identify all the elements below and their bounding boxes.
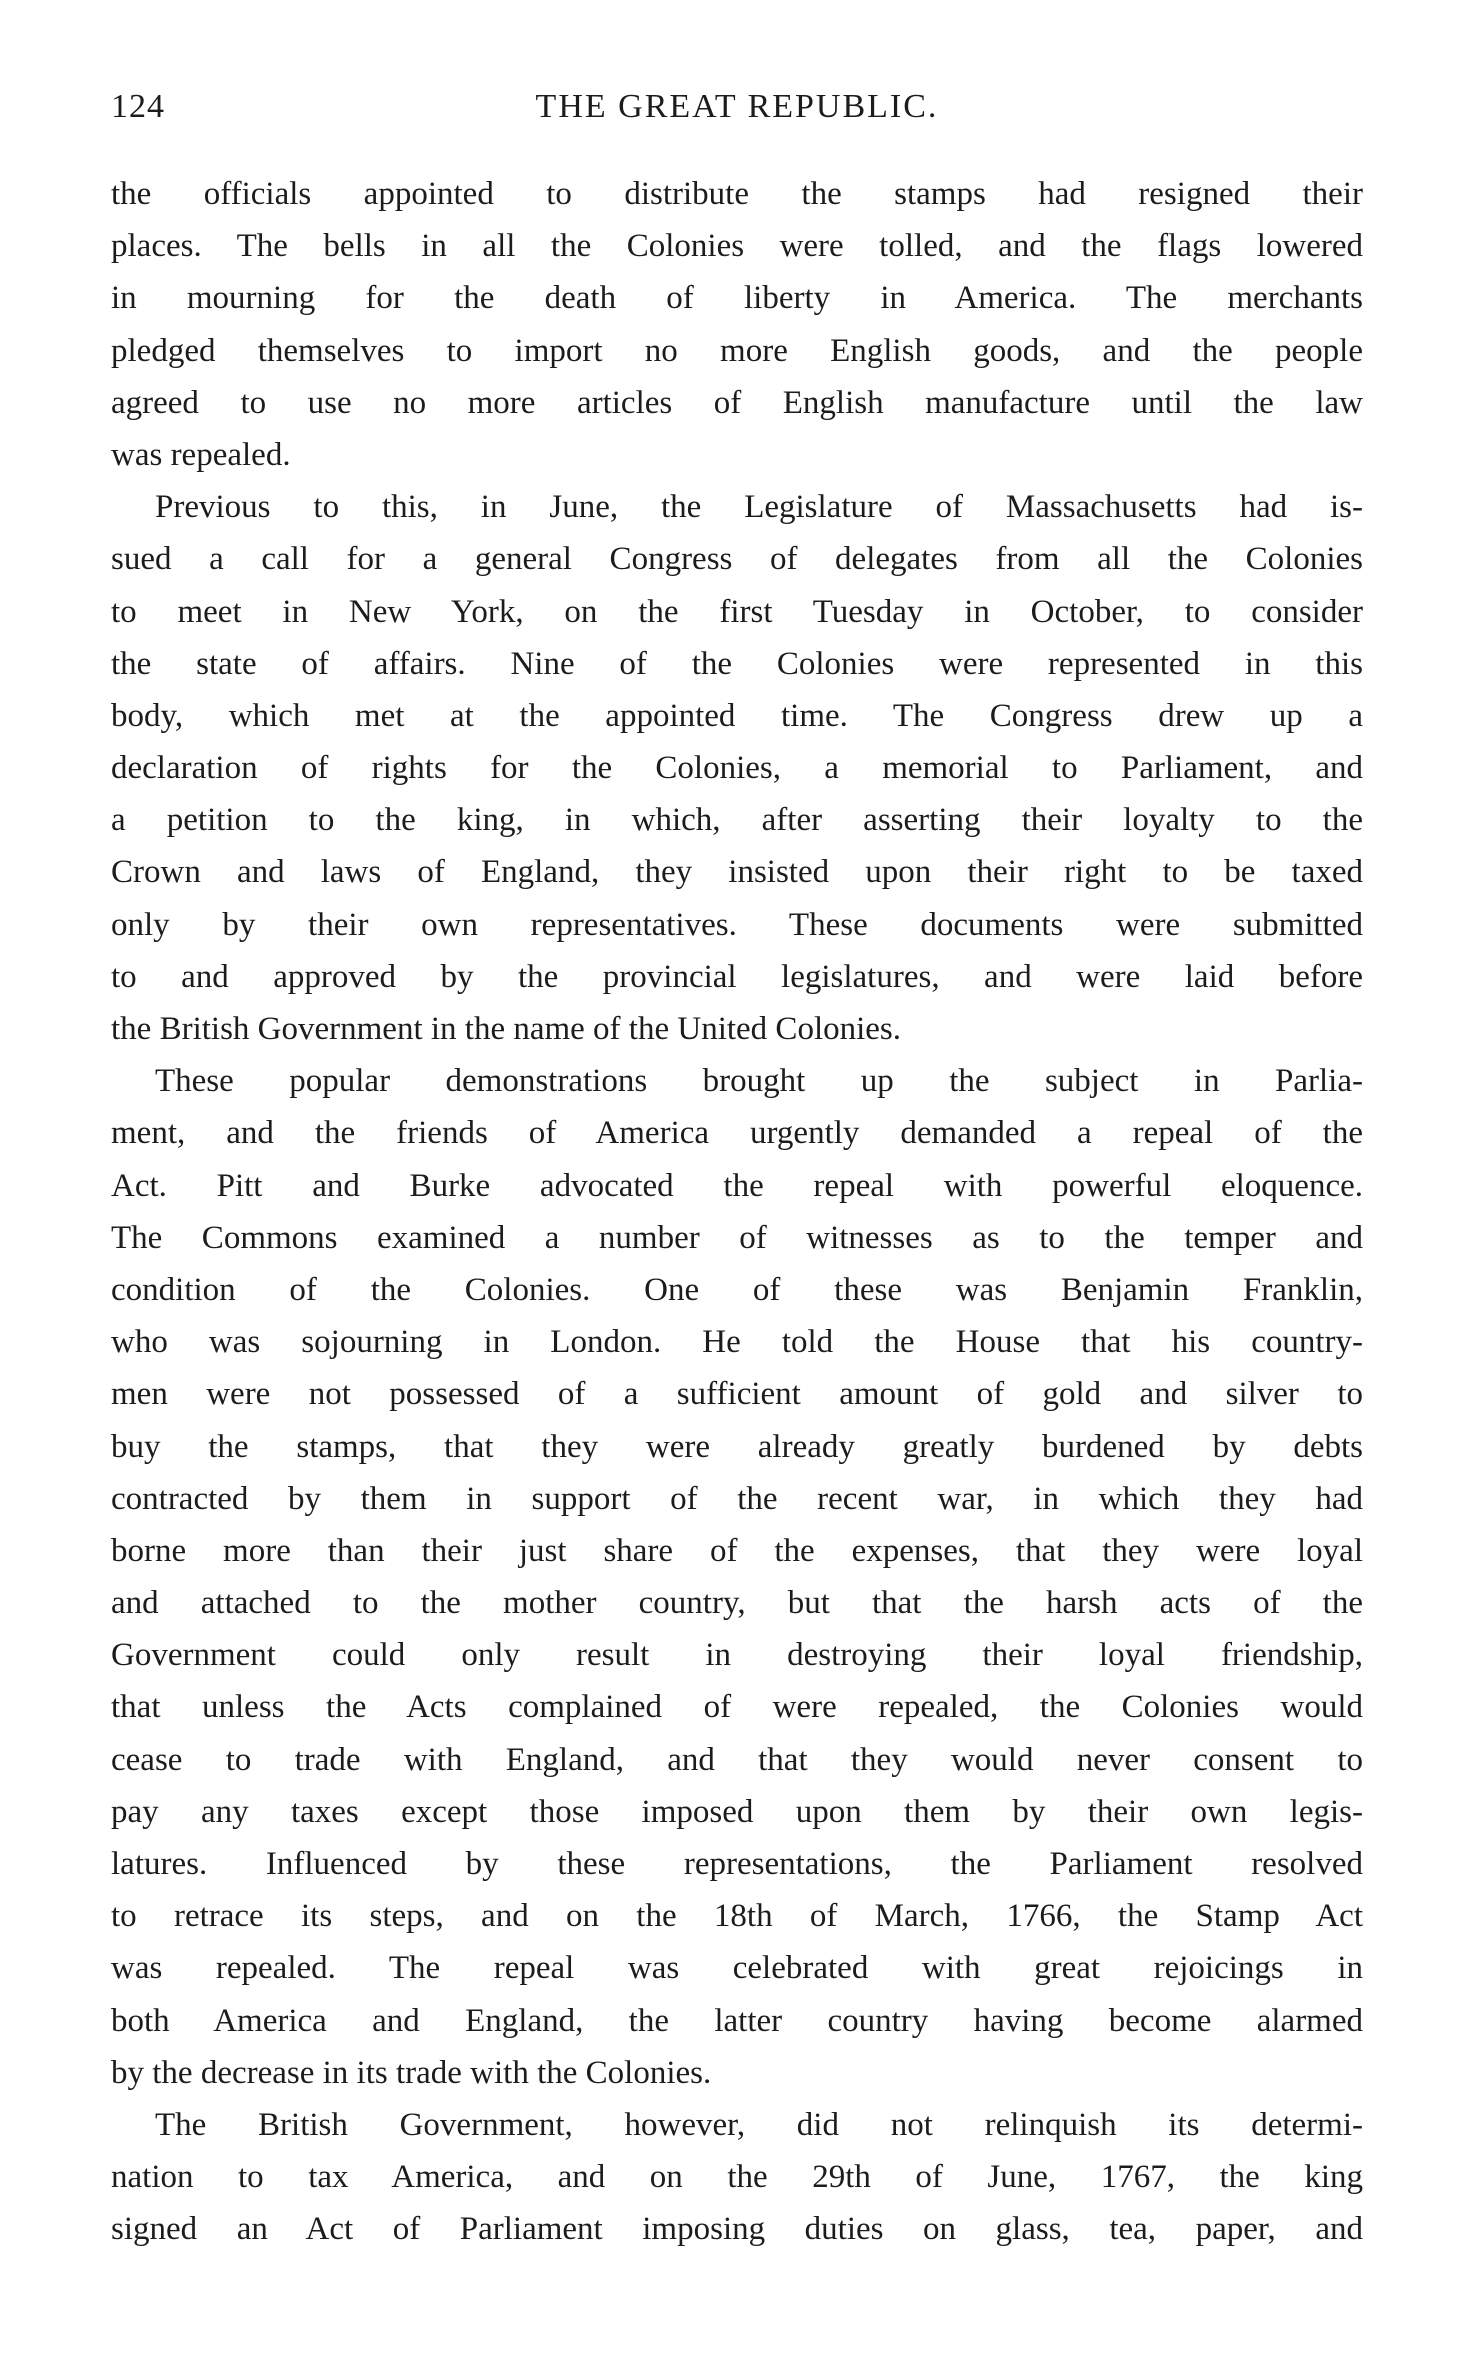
text-line: to and approved by the provincial legislatures, and were laid before [111, 958, 1363, 995]
text-line: agreed to use no more articles of English manufacture until the law [111, 384, 1363, 421]
text-line: Government could only result in destroying their loyal friendship, [111, 1637, 1363, 1674]
text-line: the British Government in the name of the United Colonies. [111, 1011, 902, 1047]
text-line: Act. Pitt and Burke advocated the repeal with powerful eloquence. [111, 1167, 1363, 1204]
text-line: to meet in New York, on the first Tuesday in October, to consider [111, 593, 1363, 630]
text-line: who was sojourning in London. He told the House that his country- [111, 1324, 1363, 1361]
body-text [111, 168, 1363, 2256]
text-line: contracted by them in support of the recent war, in which they had [111, 1480, 1363, 1517]
text-line: both America and England, the latter country having become alarmed [111, 2002, 1363, 2039]
text-line: a petition to the king, in which, after asserting their loyalty to the [111, 802, 1363, 839]
text-line: that unless the Acts complained of were repealed, the Colonies would [111, 1689, 1363, 1726]
text-line: was repealed. [111, 436, 291, 473]
text-line: was repealed. The repeal was celebrated with great rejoicings in [111, 1950, 1363, 1987]
text-line: by the decrease in its trade with the Colonies. [111, 2054, 712, 2091]
text-line: sued a call for a general Congress of delegates from all the Colonies [111, 541, 1363, 578]
text-line: and attached to the mother country, but that the harsh acts of the [111, 1585, 1363, 1622]
text-line: ment, and the friends of America urgently demanded a repeal of the [111, 1115, 1363, 1152]
text-line: latures. Influenced by these representations, the Parliament resolved [111, 1846, 1363, 1882]
text-line: Previous to this, in June, the Legislature of Massachusetts had is- [155, 489, 1363, 526]
text-line: pledged themselves to import no more English goods, and the people [111, 332, 1363, 369]
text-line: pay any taxes except those imposed upon them by their own legis- [111, 1793, 1363, 1830]
running-head [111, 88, 1363, 138]
text-line: borne more than their just share of the expenses, that they were loyal [111, 1532, 1363, 1569]
text-line: the officials appointed to distribute the stamps had resigned their [111, 176, 1363, 212]
text-line: condition of the Colonies. One of these was Benjamin Franklin, [111, 1271, 1363, 1308]
text-line: declaration of rights for the Colonies, a memorial to Parliament, and [111, 750, 1363, 787]
text-line: the state of affairs. Nine of the Colonies were represented in this [111, 645, 1363, 682]
text-line: men were not possessed of a sufficient amount of gold and silver to [111, 1376, 1363, 1413]
text-line: These popular demonstrations brought up the subject in Parlia- [155, 1063, 1363, 1100]
text-line: places. The bells in all the Colonies were tolled, and the flags lowered [111, 228, 1363, 265]
text-line: The British Government, however, did not relinquish its determi- [155, 2106, 1363, 2143]
text-line: cease to trade with England, and that they would never consent to [111, 1741, 1363, 1778]
text-line: only by their own representatives. These documents were submitted [111, 906, 1363, 943]
text-line: to retrace its steps, and on the 18th of March, 1766, the Stamp Act [111, 1898, 1363, 1935]
text-line: in mourning for the death of liberty in America. The merchants [111, 280, 1363, 317]
text-line: nation to tax America, and on the 29th of June, 1767, the king [111, 2159, 1363, 2196]
text-line: The Commons examined a number of witnesses as to the temper and [111, 1219, 1363, 1256]
text-line: signed an Act of Parliament imposing duties on glass, tea, paper, and [111, 2211, 1363, 2248]
text-line: Crown and laws of England, they insisted upon their right to be taxed [111, 854, 1363, 891]
text-line: buy the stamps, that they were already greatly burdened by debts [111, 1428, 1363, 1465]
running-title: THE GREAT REPUBLIC. [535, 88, 939, 125]
page-number: 124 [111, 88, 165, 125]
text-line: body, which met at the appointed time. The Congress drew up a [111, 697, 1363, 734]
